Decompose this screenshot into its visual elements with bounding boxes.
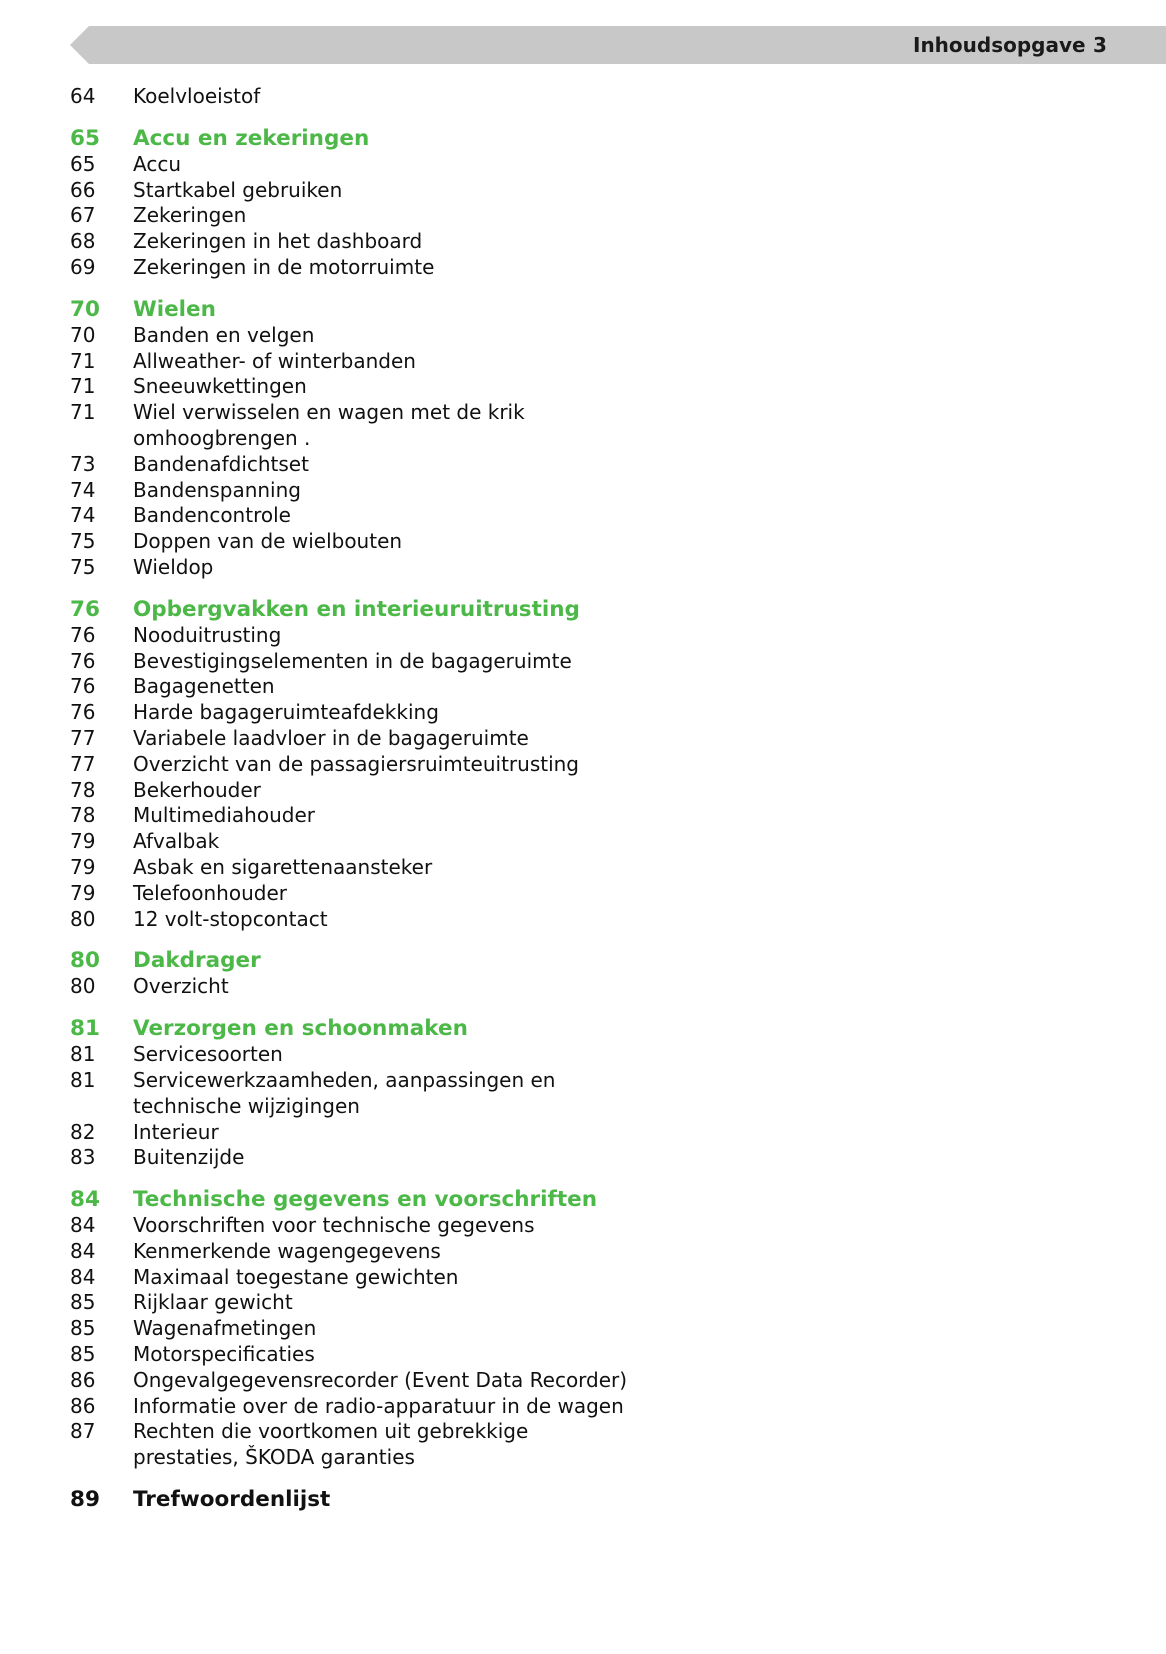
toc-item[interactable] — [70, 778, 770, 804]
page-number: 3 — [1093, 33, 1107, 57]
toc-page-number: 65 — [70, 125, 100, 151]
toc-item[interactable] — [70, 1394, 770, 1420]
toc-chapter-heading[interactable] — [70, 948, 770, 974]
toc-page-number: 69 — [70, 254, 96, 279]
toc-page-number: 73 — [70, 451, 96, 476]
toc-item[interactable] — [70, 229, 770, 255]
toc-item[interactable] — [70, 1290, 770, 1316]
toc-item[interactable] — [70, 178, 770, 204]
toc-item[interactable] — [70, 1368, 770, 1394]
toc-item[interactable] — [70, 452, 770, 478]
toc-entry-title: Koelvloeistof — [133, 84, 261, 108]
toc-entry-title: Ongevalgegevensrecorder (Event Data Recorder) — [133, 1367, 628, 1392]
toc-entry-title: Wielen — [133, 296, 216, 322]
toc-page-number: 84 — [70, 1264, 96, 1289]
toc-page-number: 75 — [70, 554, 96, 579]
toc-page-number: 76 — [70, 596, 100, 622]
toc-item[interactable] — [70, 349, 770, 375]
toc-entry-title: Opbergvakken en interieuruitrusting — [133, 596, 580, 622]
toc-page-number: 87 — [70, 1419, 96, 1444]
toc-item[interactable] — [70, 803, 770, 829]
toc-page-number: 78 — [70, 803, 96, 828]
toc-page-number: 77 — [70, 751, 96, 776]
toc-entry-title: Voorschriften voor technische gegevens — [133, 1213, 535, 1238]
toc-entry-title: Verzorgen en schoonmaken — [133, 1016, 468, 1042]
toc-item[interactable] — [70, 374, 770, 400]
toc-page-number: 81 — [70, 1016, 100, 1042]
toc-page-number: 86 — [70, 1367, 96, 1392]
toc-entry-title: Bandenafdichtset — [133, 451, 309, 476]
toc-entry-title: Sneeuwkettingen — [133, 374, 307, 399]
toc-entry-title: Variabele laadvloer in de bagageruimte — [133, 725, 529, 750]
toc-page-number: 86 — [70, 1393, 96, 1418]
toc-entry-title: 12 volt-stopcontact — [133, 906, 328, 931]
toc-item[interactable] — [70, 152, 770, 178]
toc-chapter-heading[interactable] — [70, 597, 770, 623]
toc-entry-title: Buitenzijde — [133, 1145, 245, 1170]
toc-entry-title: Interieur — [133, 1119, 219, 1144]
toc-page-number: 81 — [70, 1042, 96, 1067]
toc-page-number: 84 — [70, 1213, 96, 1238]
toc-page-number: 84 — [70, 1238, 96, 1263]
toc-item[interactable] — [70, 1239, 770, 1265]
toc-item[interactable] — [70, 974, 770, 1000]
page-header-title: Inhoudsopgave — [913, 33, 1086, 57]
toc-entry-title: Technische gegevens en voorschriften — [133, 1187, 598, 1213]
toc-entry-title: Servicesoorten — [133, 1042, 283, 1067]
toc-item[interactable] — [70, 829, 770, 855]
toc-item[interactable] — [70, 1145, 770, 1171]
toc-entry-title: Accu en zekeringen — [133, 125, 370, 151]
toc-page-number: 70 — [70, 296, 100, 322]
toc-page-number: 81 — [70, 1067, 96, 1092]
toc-page-number: 64 — [70, 84, 96, 108]
toc-entry-title: Motorspecificaties — [133, 1342, 315, 1367]
toc-entry-title: Asbak en sigarettenaansteker — [133, 854, 433, 879]
toc-page-number: 75 — [70, 529, 96, 554]
toc-page-number: 79 — [70, 880, 96, 905]
toc-page-number: 80 — [70, 974, 96, 999]
toc-item[interactable] — [70, 726, 770, 752]
toc-entry-title: Maximaal toegestane gewichten — [133, 1264, 459, 1289]
toc-page-number: 85 — [70, 1290, 96, 1315]
toc-entry-title: Wieldop — [133, 554, 214, 579]
toc-page-number: 79 — [70, 854, 96, 879]
toc-entry-title: Zekeringen — [133, 203, 247, 228]
toc-entry-title: Informatie over de radio-apparatuur in de wagen — [133, 1393, 624, 1418]
toc-item[interactable] — [70, 907, 770, 933]
toc-entry-title: Rijklaar gewicht — [133, 1290, 293, 1315]
toc-entry-title: Telefoonhouder — [133, 880, 287, 905]
toc-item[interactable] — [70, 1213, 770, 1239]
toc-page-number: 68 — [70, 229, 96, 254]
toc-entry-title: Banden en velgen — [133, 322, 315, 347]
toc-entry-title: Zekeringen in de motorruimte — [133, 254, 435, 279]
toc-page-number: 71 — [70, 348, 96, 373]
toc-chapter-heading[interactable] — [70, 126, 770, 152]
toc-item[interactable] — [70, 84, 770, 110]
table-of-contents — [70, 84, 770, 1513]
toc-item[interactable] — [70, 1419, 770, 1471]
toc-page-number: 76 — [70, 700, 96, 725]
toc-item[interactable] — [70, 478, 770, 504]
toc-item[interactable] — [70, 855, 770, 881]
toc-page-number: 84 — [70, 1187, 100, 1213]
toc-item[interactable] — [70, 649, 770, 675]
toc-chapter-heading[interactable] — [70, 297, 770, 323]
toc-page-number: 79 — [70, 829, 96, 854]
toc-entry-title: Bevestigingselementen in de bagageruimte — [133, 648, 572, 673]
toc-item[interactable] — [70, 623, 770, 649]
toc-entry-title: Allweather- of winterbanden — [133, 348, 416, 373]
toc-entry-title: Zekeringen in het dashboard — [133, 229, 423, 254]
toc-item[interactable] — [70, 700, 770, 726]
toc-page-number: 67 — [70, 203, 96, 228]
toc-item[interactable] — [70, 323, 770, 349]
toc-page-number: 80 — [70, 948, 100, 974]
toc-entry-title: Startkabel gebruiken — [133, 177, 343, 202]
toc-entry-title: Bandencontrole — [133, 503, 291, 528]
toc-page-number: 71 — [70, 374, 96, 399]
toc-item[interactable] — [70, 203, 770, 229]
toc-entry-title: Wiel verwisselen en wagen met de krik omhoogbrengen . — [133, 400, 525, 450]
toc-item[interactable] — [70, 555, 770, 581]
toc-item[interactable] — [70, 1042, 770, 1068]
toc-page-number: 85 — [70, 1316, 96, 1341]
toc-item[interactable] — [70, 1120, 770, 1146]
toc-item[interactable] — [70, 400, 770, 452]
toc-entry-title: Dakdrager — [133, 948, 261, 974]
toc-entry-title: Rechten die voortkomen uit gebrekkige prestaties, ŠKODA garanties — [133, 1419, 529, 1470]
toc-page-number: 65 — [70, 151, 96, 176]
toc-page-number: 71 — [70, 400, 96, 425]
toc-page-number: 76 — [70, 648, 96, 673]
toc-entry-title: Servicewerkzaamheden, aanpassingen en technische wijzigingen — [133, 1067, 556, 1118]
toc-page-number: 83 — [70, 1145, 96, 1170]
toc-item[interactable] — [70, 1265, 770, 1291]
toc-item[interactable] — [70, 881, 770, 907]
toc-item[interactable] — [70, 1316, 770, 1342]
toc-page-number: 82 — [70, 1119, 96, 1144]
toc-item[interactable] — [70, 752, 770, 778]
toc-index-heading[interactable] — [70, 1487, 770, 1513]
toc-page-number: 77 — [70, 725, 96, 750]
toc-page-number: 70 — [70, 322, 96, 347]
toc-chapter-heading[interactable] — [70, 1187, 770, 1213]
toc-item[interactable] — [70, 529, 770, 555]
toc-item[interactable] — [70, 1342, 770, 1368]
toc-item[interactable] — [70, 1068, 770, 1120]
toc-entry-title: Overzicht — [133, 974, 229, 999]
toc-chapter-heading[interactable] — [70, 1016, 770, 1042]
toc-entry-title: Harde bagageruimteafdekking — [133, 700, 439, 725]
toc-entry-title: Overzicht van de passagiersruimteuitrusting — [133, 751, 580, 776]
toc-entry-title: Multimediahouder — [133, 803, 315, 828]
toc-page-number: 74 — [70, 477, 96, 502]
toc-item[interactable] — [70, 255, 770, 281]
toc-entry-title: Kenmerkende wagengegevens — [133, 1238, 441, 1263]
toc-entry-title: Wagenafmetingen — [133, 1316, 317, 1341]
toc-entry-title: Bagagenetten — [133, 674, 275, 699]
toc-page-number: 74 — [70, 503, 96, 528]
toc-entry-title: Bekerhouder — [133, 777, 261, 802]
toc-page-number: 89 — [70, 1487, 100, 1513]
toc-entry-title: Doppen van de wielbouten — [133, 529, 403, 554]
toc-entry-title: Accu — [133, 151, 181, 176]
toc-entry-title: Bandenspanning — [133, 477, 301, 502]
toc-entry-title: Nooduitrusting — [133, 622, 282, 647]
toc-entry-title: Afvalbak — [133, 829, 220, 854]
toc-page-number: 78 — [70, 777, 96, 802]
toc-item[interactable] — [70, 674, 770, 700]
toc-page-number: 76 — [70, 674, 96, 699]
toc-page-number: 76 — [70, 622, 96, 647]
toc-item[interactable] — [70, 503, 770, 529]
toc-page-number: 80 — [70, 906, 96, 931]
toc-entry-title: Trefwoordenlijst — [133, 1487, 331, 1513]
toc-page-number: 85 — [70, 1342, 96, 1367]
toc-page-number: 66 — [70, 177, 96, 202]
